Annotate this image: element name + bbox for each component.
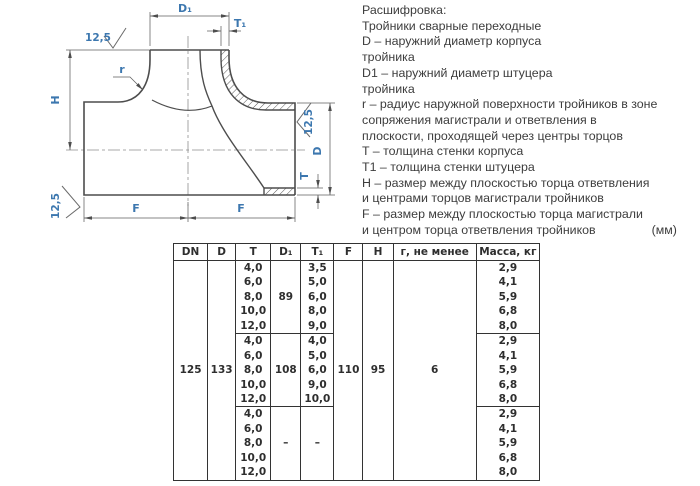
cell-t-group xyxy=(236,261,271,334)
value: 6,0 xyxy=(243,422,263,435)
col-header: Масса, кг xyxy=(476,244,539,261)
legend-line: Тройники сварные переходные xyxy=(362,18,542,33)
cell-mass xyxy=(476,261,539,334)
legend-line: тройника xyxy=(362,50,415,65)
value: 6,0 xyxy=(308,290,327,303)
tee-outline xyxy=(84,50,295,195)
value: 8,0 xyxy=(243,437,263,450)
value: 4,0 xyxy=(243,408,263,421)
col-header: D₁ xyxy=(271,244,301,261)
value: 4,0 xyxy=(308,335,327,348)
value: 12,0 xyxy=(240,319,267,332)
unit-label: (мм) xyxy=(651,222,677,237)
legend-line: T – толщина стенки корпуса xyxy=(362,144,524,159)
tee-drawing xyxy=(0,0,360,242)
legend xyxy=(362,3,698,239)
label-roughness-top: 12,5 xyxy=(85,32,111,44)
legend-line: и центрами торцов магистрали тройников xyxy=(362,191,604,206)
value: 4,1 xyxy=(498,349,518,362)
value: 10,0 xyxy=(240,378,267,391)
label-f-right: F xyxy=(237,202,245,215)
label-roughness-right: 12,5 xyxy=(303,109,315,135)
label-t1: T₁ xyxy=(233,17,247,30)
legend-line: D1 – наружний диаметр штуцера xyxy=(362,65,553,80)
spec-table-wrap xyxy=(173,243,540,481)
cell-dn: 125 xyxy=(174,261,208,481)
table-body xyxy=(174,261,540,481)
cell-t1: – xyxy=(301,407,334,480)
value: 9,0 xyxy=(308,319,327,332)
legend-lines xyxy=(362,19,698,239)
spec-table xyxy=(173,243,540,481)
cell-h: 95 xyxy=(363,261,393,481)
col-header: T₁ xyxy=(301,244,334,261)
col-header: DN xyxy=(174,244,208,261)
label-t: T xyxy=(298,172,311,180)
value: 5,0 xyxy=(308,276,327,289)
value: 8,0 xyxy=(498,319,518,332)
table-header-row xyxy=(174,244,540,261)
cell-mass xyxy=(476,407,539,480)
value: 12,0 xyxy=(240,392,267,405)
value: 6,8 xyxy=(498,305,518,318)
col-header: F xyxy=(334,244,363,261)
value: 4,0 xyxy=(243,262,263,274)
value: 8,0 xyxy=(243,290,263,303)
value: 8,0 xyxy=(308,305,327,318)
cell-d: 133 xyxy=(208,261,236,481)
value: 6,8 xyxy=(498,451,518,464)
label-f-left: F xyxy=(132,202,140,215)
value: 8,0 xyxy=(243,364,263,377)
col-header: г, не менее xyxy=(393,244,476,261)
cell-d1: 108 xyxy=(271,334,301,407)
legend-line: сопряжения магистрали и ответвления в xyxy=(362,112,597,127)
value: 5,9 xyxy=(498,437,518,450)
cell-t-group xyxy=(236,407,271,480)
value: 3,5 xyxy=(308,262,327,274)
value: 6,0 xyxy=(243,276,263,289)
roughness-check-bottom xyxy=(62,186,80,218)
value: 4,0 xyxy=(243,335,263,348)
col-header: H xyxy=(363,244,393,261)
label-d1: D₁ xyxy=(178,2,192,15)
section-hatch xyxy=(221,50,295,195)
value: 2,9 xyxy=(498,262,518,274)
table-group-row xyxy=(174,261,540,334)
cell-d1: – xyxy=(271,407,301,480)
legend-line: F – размер между плоскостью торца магистрали xyxy=(362,207,643,222)
value: 2,9 xyxy=(498,408,518,421)
value: 8,0 xyxy=(498,466,518,479)
col-header: T xyxy=(236,244,271,261)
value: 5,9 xyxy=(498,290,518,303)
legend-line: H – размер между плоскостью торца ответвления xyxy=(362,175,650,190)
value: 6,0 xyxy=(308,364,327,377)
value: 5,0 xyxy=(308,349,327,362)
value: 5,9 xyxy=(498,364,518,377)
value: 8,0 xyxy=(498,392,518,405)
value: 6,8 xyxy=(498,378,518,391)
value: 9,0 xyxy=(308,378,327,391)
label-h: H xyxy=(49,95,62,105)
value: 12,0 xyxy=(240,466,267,479)
tee-drawing-svg xyxy=(0,0,360,242)
cell-mass xyxy=(476,334,539,407)
label-r: r xyxy=(119,63,125,76)
label-roughness-bottom: 12,5 xyxy=(50,193,62,219)
value: 10,0 xyxy=(240,451,267,464)
legend-line: r – радиус наружной поверхности тройников в зоне xyxy=(362,97,658,112)
centerlines xyxy=(66,36,305,206)
cell-t1 xyxy=(301,334,334,407)
cell-r-min: 6 xyxy=(393,261,476,481)
cell-t1 xyxy=(301,261,334,334)
value: 4,1 xyxy=(498,422,518,435)
value: 4,1 xyxy=(498,276,518,289)
cell-d1: 89 xyxy=(271,261,301,334)
value: 2,9 xyxy=(498,335,518,348)
value: 6,0 xyxy=(243,349,263,362)
legend-line: тройника xyxy=(362,81,415,96)
legend-title: Расшифровка: xyxy=(362,3,447,17)
legend-line: T1 – толщина стенки штуцера xyxy=(362,160,535,175)
legend-line: и центром торца ответвления тройников (мм) xyxy=(362,222,677,237)
value: 10,0 xyxy=(304,392,331,405)
legend-line: плоскости, проходящей через центры торцов xyxy=(362,128,623,143)
cell-f: 110 xyxy=(334,261,363,481)
value: 10,0 xyxy=(240,305,267,318)
cell-t-group xyxy=(236,334,271,407)
label-d: D xyxy=(311,146,324,156)
col-header: D xyxy=(208,244,236,261)
legend-line: D – наружний диаметр корпуса xyxy=(362,34,542,49)
